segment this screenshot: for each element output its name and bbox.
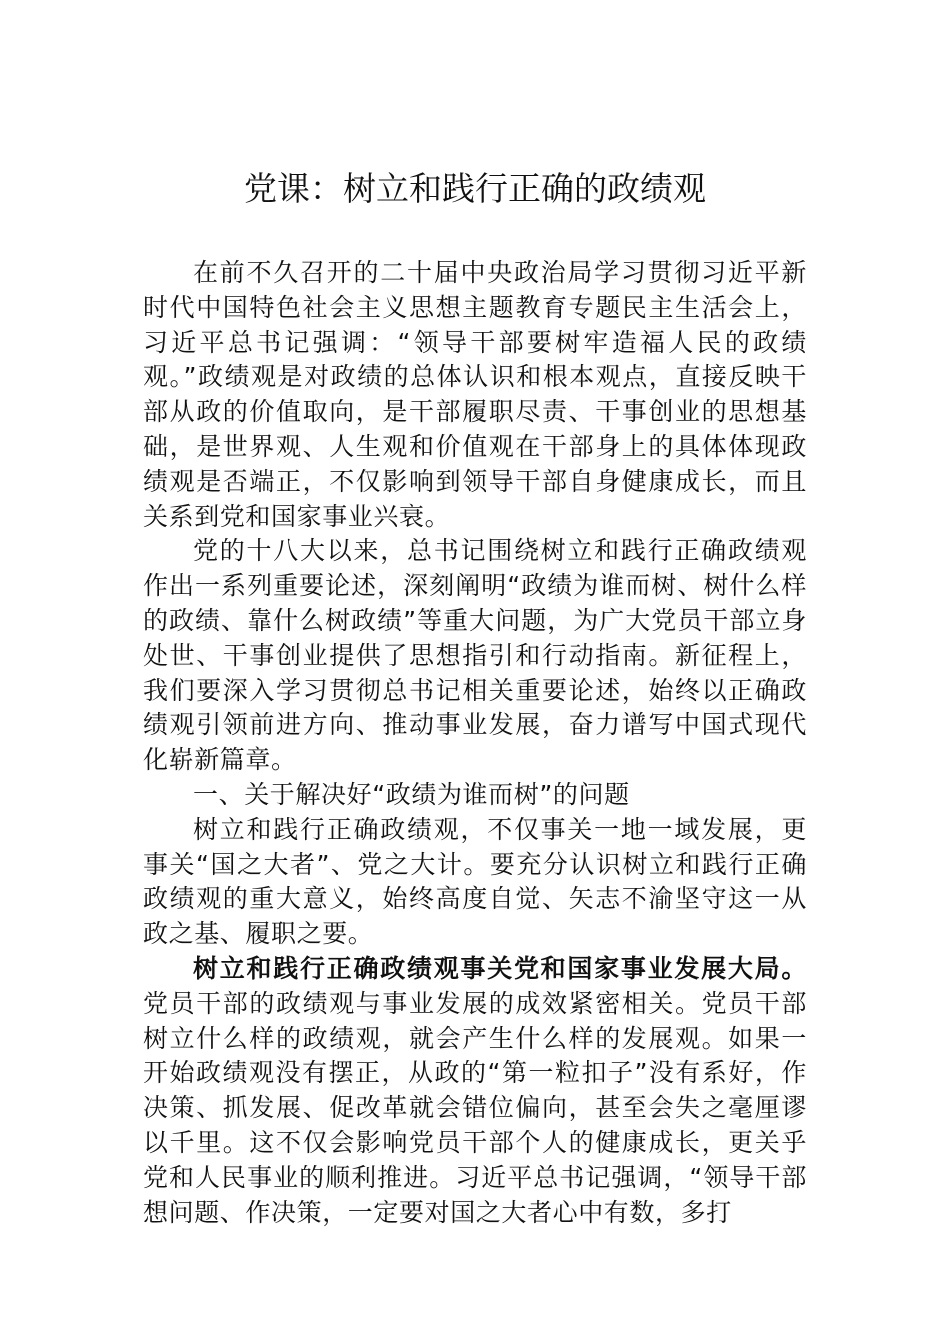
paragraph-4-text: 党员干部的政绩观与事业发展的成效紧密相关。党员干部树立什么样的政绩观，就会产生什么样的发展观。如果一开始政绩观没有摆正，从政的“第一粒扣子”没有系好，作决策、抓发展、促改革就会错位偏向，甚至会失之毫厘谬以千里。这不仅会影响党员干部个人的健康成长，更关乎党和人民事业的顺利推进。习近平总书记强调，“领导干部想问题、作决策，一定要对国之大者心中有数，多打 [143, 988, 807, 1227]
paragraph-4 [143, 952, 807, 1230]
section-heading-1: 一、关于解决好“政绩为谁而树”的问题 [193, 779, 630, 809]
paragraph-2: 党的十八大以来，总书记围绕树立和践行正确政绩观作出一系列重要论述，深刻阐明“政绩为谁而树、树什么样的政绩、靠什么树政绩”等重大问题，为广大党员干部立身处世、干事创业提供了思想指引和行动指南。新征程上，我们要深入学习贯彻总书记相关重要论述，始终以正确政绩观引领前进方向、推动事业发展，奋力谱写中国式现代化崭新篇章。 [143, 536, 807, 775]
document-body [143, 256, 807, 1230]
paragraph-4-lead: 树立和践行正确政绩观事关党和国家事业发展大局。 [193, 953, 807, 983]
paragraph-3: 树立和践行正确政绩观，不仅事关一地一域发展，更事关“国之大者”、党之大计。要充分认识树立和践行正确政绩观的重大意义，始终高度自觉、矢志不渝坚守这一从政之基、履职之要。 [143, 814, 807, 949]
paragraph-1: 在前不久召开的二十届中央政治局学习贯彻习近平新时代中国特色社会主义思想主题教育专题民主生活会上，习近平总书记强调：“领导干部要树牢造福人民的政绩观。”政绩观是对政绩的总体认识和根本观点，直接反映干部从政的价值取向，是干部履职尽责、干事创业的思想基础，是世界观、人生观和价值观在干部身上的具体体现政绩观是否端正，不仅影响到领导干部自身健康成长，而且关系到党和国家事业兴衰。 [143, 258, 807, 531]
document-title: 党课：树立和践行正确的政绩观 [244, 169, 706, 208]
